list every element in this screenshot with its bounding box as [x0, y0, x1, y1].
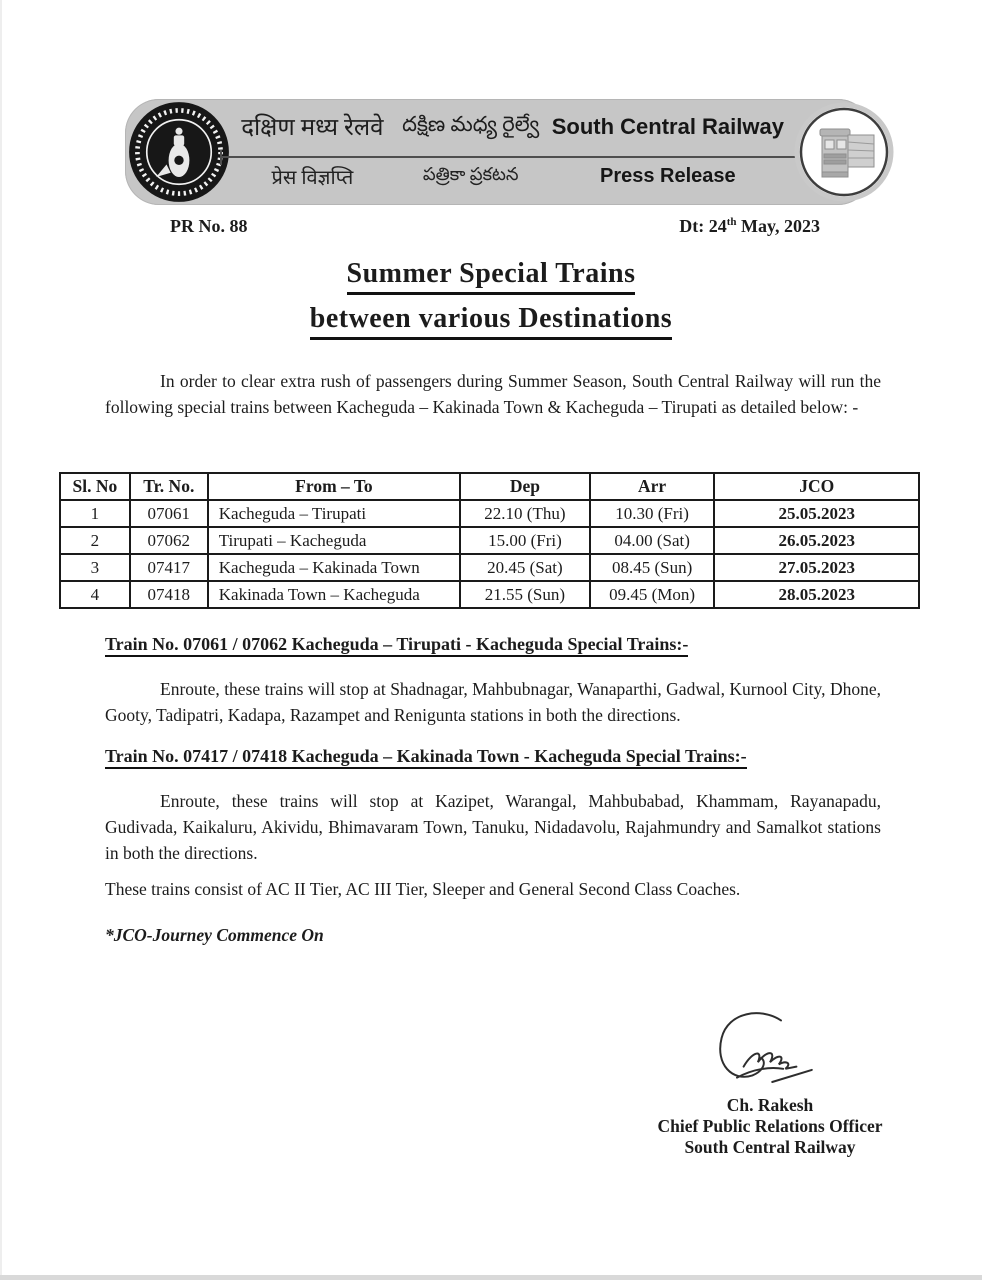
table-cell: 04.00 (Sat) [590, 527, 715, 554]
table-cell: 28.05.2023 [714, 581, 919, 608]
header-english-subtitle: Press Release [600, 165, 736, 187]
table-cell: 2 [60, 527, 130, 554]
table-cell: Kacheguda – Tirupati [208, 500, 460, 527]
document-title [0, 258, 982, 348]
table-header-cell: Dep [460, 473, 590, 500]
table-cell: 07061 [130, 500, 208, 527]
table-header-cell: JCO [714, 473, 919, 500]
title-line-2: between various Destinations [310, 303, 672, 340]
table-row [60, 581, 919, 608]
date: Dt: 24th May, 2023 [679, 216, 820, 236]
table-header-cell: Arr [590, 473, 715, 500]
table-header-cell: Sl. No [60, 473, 130, 500]
header-hindi-title: दक्षिण मध्य रेलवे [241, 115, 384, 141]
table-cell: Kakinada Town – Kacheguda [208, 581, 460, 608]
table-cell: Tirupati – Kacheguda [208, 527, 460, 554]
scan-edge-artifact [0, 1275, 982, 1280]
header-band [125, 99, 872, 205]
table-header-cell: From – To [208, 473, 460, 500]
table-cell: 4 [60, 581, 130, 608]
header-telugu-title: దక్షిణ మధ్య రైల్వే [402, 111, 540, 136]
locomotive-icon [794, 102, 894, 202]
signature-scribble-icon [680, 1005, 860, 1093]
table-cell: 1 [60, 500, 130, 527]
table-header-cell: Tr. No. [130, 473, 208, 500]
table-cell: 07417 [130, 554, 208, 581]
table-cell: 25.05.2023 [714, 500, 919, 527]
section-1-heading: Train No. 07061 / 07062 Kacheguda – Tirupati - Kacheguda Special Trains:- [105, 634, 895, 655]
table-cell: 26.05.2023 [714, 527, 919, 554]
table-cell: 08.45 (Sun) [590, 554, 715, 581]
table-cell: 22.10 (Thu) [460, 500, 590, 527]
table-cell: 21.55 (Sun) [460, 581, 590, 608]
section-1-paragraph: Enroute, these trains will stop at Shadnagar, Mahbubnagar, Wanaparthi, Gadwal, Kurnool City, Dhone, Gooty, Tadipatri, Kadapa, Razampet and Renigunta stations in both the directions. [105, 679, 881, 725]
section-2-heading: Train No. 07417 / 07418 Kacheguda – Kakinada Town - Kacheguda Special Trains:- [105, 746, 895, 767]
date-ordinal: th [726, 216, 737, 228]
signatory-title: Chief Public Relations Officer [657, 1116, 883, 1136]
coaches-note: These trains consist of AC II Tier, AC III Tier, Sleeper and General Second Class Coaches. [105, 879, 741, 899]
title-line-1: Summer Special Trains [347, 258, 636, 295]
table-cell: Kacheguda – Kakinada Town [208, 554, 460, 581]
header-english-title: South Central Railway [551, 113, 784, 139]
intro-paragraph: In order to clear extra rush of passengers during Summer Season, South Central Railway will run the following special trains between Kacheguda – Kakinada Town & Kacheguda – Tirupati as detailed below: - [105, 371, 881, 417]
meta-row [170, 216, 820, 237]
train-table [59, 472, 920, 609]
table-cell: 20.45 (Sat) [460, 554, 590, 581]
header-telugu-subtitle: పత్రికా ప్రకటన [422, 164, 519, 184]
header-hindi-subtitle: प्रेस विज्ञप्ति [271, 167, 354, 189]
scan-edge-artifact [0, 0, 2, 1280]
header-divider-rule [220, 156, 810, 158]
table-cell: 07418 [130, 581, 208, 608]
table-row [60, 500, 919, 527]
jco-footnote: *JCO-Journey Commence On [105, 925, 324, 945]
table-cell: 09.45 (Mon) [590, 581, 715, 608]
signatory-name: Ch. Rakesh [726, 1095, 814, 1115]
signature-block [620, 1005, 920, 1158]
table-cell: 10.30 (Fri) [590, 500, 715, 527]
signatory-org: South Central Railway [684, 1137, 856, 1157]
table-cell: 27.05.2023 [714, 554, 919, 581]
pr-number: PR No. 88 [170, 216, 248, 236]
table-row [60, 527, 919, 554]
table-cell: 15.00 (Fri) [460, 527, 590, 554]
table-header-row [60, 473, 919, 500]
header-text-grid [235, 99, 784, 205]
section-2-paragraph: Enroute, these trains will stop at Kazipet, Warangal, Mahbubabad, Khammam, Rayanapadu, Gudivada, Kaikaluru, Akividu, Bhimavaram Town, Tanuku, Nidadavolu, Rajahmundry and Samalkot stations in both the directions. [105, 791, 881, 863]
table-cell: 3 [60, 554, 130, 581]
indian-railways-emblem-icon [127, 100, 231, 204]
table-cell: 07062 [130, 527, 208, 554]
table-row [60, 554, 919, 581]
